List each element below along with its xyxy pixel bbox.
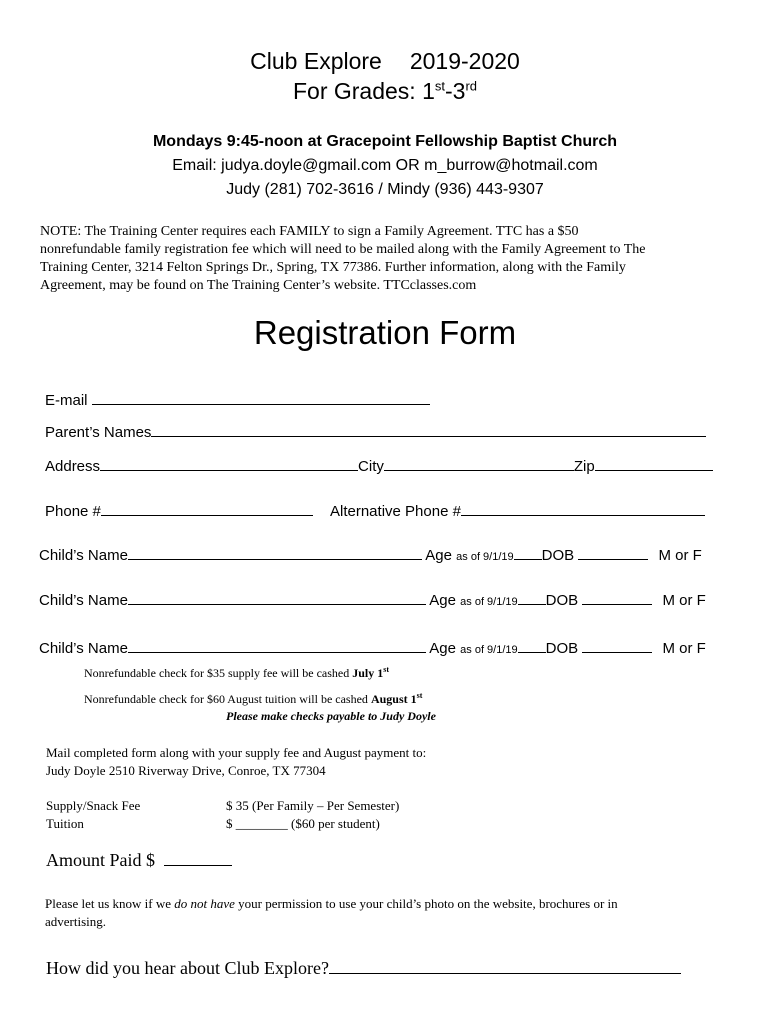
alt-phone-label: Alternative Phone #: [330, 503, 461, 520]
dob-label: DOB: [545, 592, 579, 609]
child-name-field[interactable]: [128, 637, 426, 653]
age-note: as of 9/1/19: [460, 644, 518, 656]
city-field[interactable]: [384, 455, 574, 471]
child-name-field[interactable]: [128, 589, 426, 605]
form-title: Registration Form: [253, 314, 517, 351]
supply-fee-label: Supply/Snack Fee: [46, 798, 141, 813]
email-label: E-mail: [45, 392, 88, 409]
zip-field[interactable]: [595, 455, 713, 471]
permission-line-1: Please let us know if we do not have your permission to use your child’s photo on the website, brochures or in: [45, 896, 618, 911]
mail-line-2: Judy Doyle 2510 Riverway Drive, Conroe, TX 77304: [46, 763, 326, 778]
age-field[interactable]: [514, 544, 542, 560]
grades-line: For Grades: 1st-3rd: [292, 78, 478, 104]
city-label: City: [358, 458, 384, 475]
tuition-value: $ ________ ($60 per student): [226, 816, 380, 831]
child-name-label: Child’s Name: [39, 592, 128, 609]
child-row-2: [39, 589, 706, 609]
tuition-check-note: Nonrefundable check for $60 August tuition will be cashed August 1st: [84, 691, 423, 706]
address-label: Address: [45, 458, 101, 475]
age-note: as of 9/1/19: [460, 596, 518, 608]
email-field[interactable]: [92, 389, 430, 405]
note-line-4: Agreement, may be found on The Training Center’s website. TTCclasses.com: [40, 278, 477, 293]
supply-check-note: Nonrefundable check for $35 supply fee will be cashed July 1st: [84, 665, 390, 680]
child-name-label: Child’s Name: [39, 547, 128, 564]
contact-email-line: Email: judya.doyle@gmail.com OR m_burrow@hotmail.com: [172, 157, 598, 174]
age-field[interactable]: [518, 637, 546, 653]
page-title: [0, 48, 770, 75]
note-line-2: nonrefundable family registration fee which will need to be mailed along with the Family Agreement to The: [40, 242, 646, 257]
hear-label: How did you hear about Club Explore?: [46, 958, 329, 978]
dob-label: DOB: [541, 547, 575, 564]
dob-field[interactable]: [578, 544, 648, 560]
note-line-3: Training Center, 3214 Felton Springs Dr., Spring, TX 77386. Further information, along with the Family: [40, 260, 626, 275]
club-title: Club Explore: [250, 48, 382, 74]
amount-paid-row: [46, 848, 232, 871]
schedule-line: Mondays 9:45-noon at Gracepoint Fellowship Baptist Church: [152, 133, 618, 150]
age-label: Age: [425, 547, 452, 564]
sex-label: M or F: [662, 640, 706, 657]
child-row-3: [39, 637, 706, 657]
parents-label: Parent’s Names: [45, 424, 152, 441]
contact-phone-line: Judy (281) 702-3616 / Mindy (936) 443-9307: [226, 181, 544, 198]
dob-label: DOB: [545, 640, 579, 657]
age-label: Age: [429, 640, 456, 657]
alt-phone-row: [330, 500, 705, 520]
child-name-field[interactable]: [128, 544, 422, 560]
hear-row: [46, 956, 681, 979]
phone-field[interactable]: [101, 500, 313, 516]
amount-paid-field[interactable]: [164, 848, 232, 866]
sex-label: M or F: [658, 547, 702, 564]
child-row-1: [39, 544, 702, 564]
note-line-1: NOTE: The Training Center requires each FAMILY to sign a Family Agreement. TTC has a $50: [40, 224, 579, 239]
permission-line-2: advertising.: [45, 914, 107, 929]
age-note: as of 9/1/19: [456, 551, 514, 563]
dob-field[interactable]: [582, 589, 652, 605]
address-field[interactable]: [100, 455, 358, 471]
age-field[interactable]: [518, 589, 546, 605]
supply-fee-value: $ 35 (Per Family – Per Semester): [226, 798, 400, 813]
hear-field[interactable]: [329, 956, 681, 974]
zip-label: Zip: [573, 458, 595, 475]
parents-field[interactable]: [151, 421, 706, 437]
payable-note: Please make checks payable to Judy Doyle: [226, 709, 436, 723]
alt-phone-field[interactable]: [461, 500, 705, 516]
child-name-label: Child’s Name: [39, 640, 128, 657]
address-row: [45, 455, 713, 475]
mail-line-1: Mail completed form along with your supply fee and August payment to:: [46, 745, 427, 760]
parents-row: [45, 421, 706, 441]
amount-paid-label: Amount Paid $: [46, 850, 156, 870]
email-row: [45, 389, 430, 409]
school-year: 2019-2020: [409, 48, 520, 74]
phone-label: Phone #: [45, 503, 101, 520]
tuition-label: Tuition: [46, 816, 84, 831]
dob-field[interactable]: [582, 637, 652, 653]
sex-label: M or F: [662, 592, 706, 609]
age-label: Age: [429, 592, 456, 609]
phone-row: [45, 500, 313, 520]
